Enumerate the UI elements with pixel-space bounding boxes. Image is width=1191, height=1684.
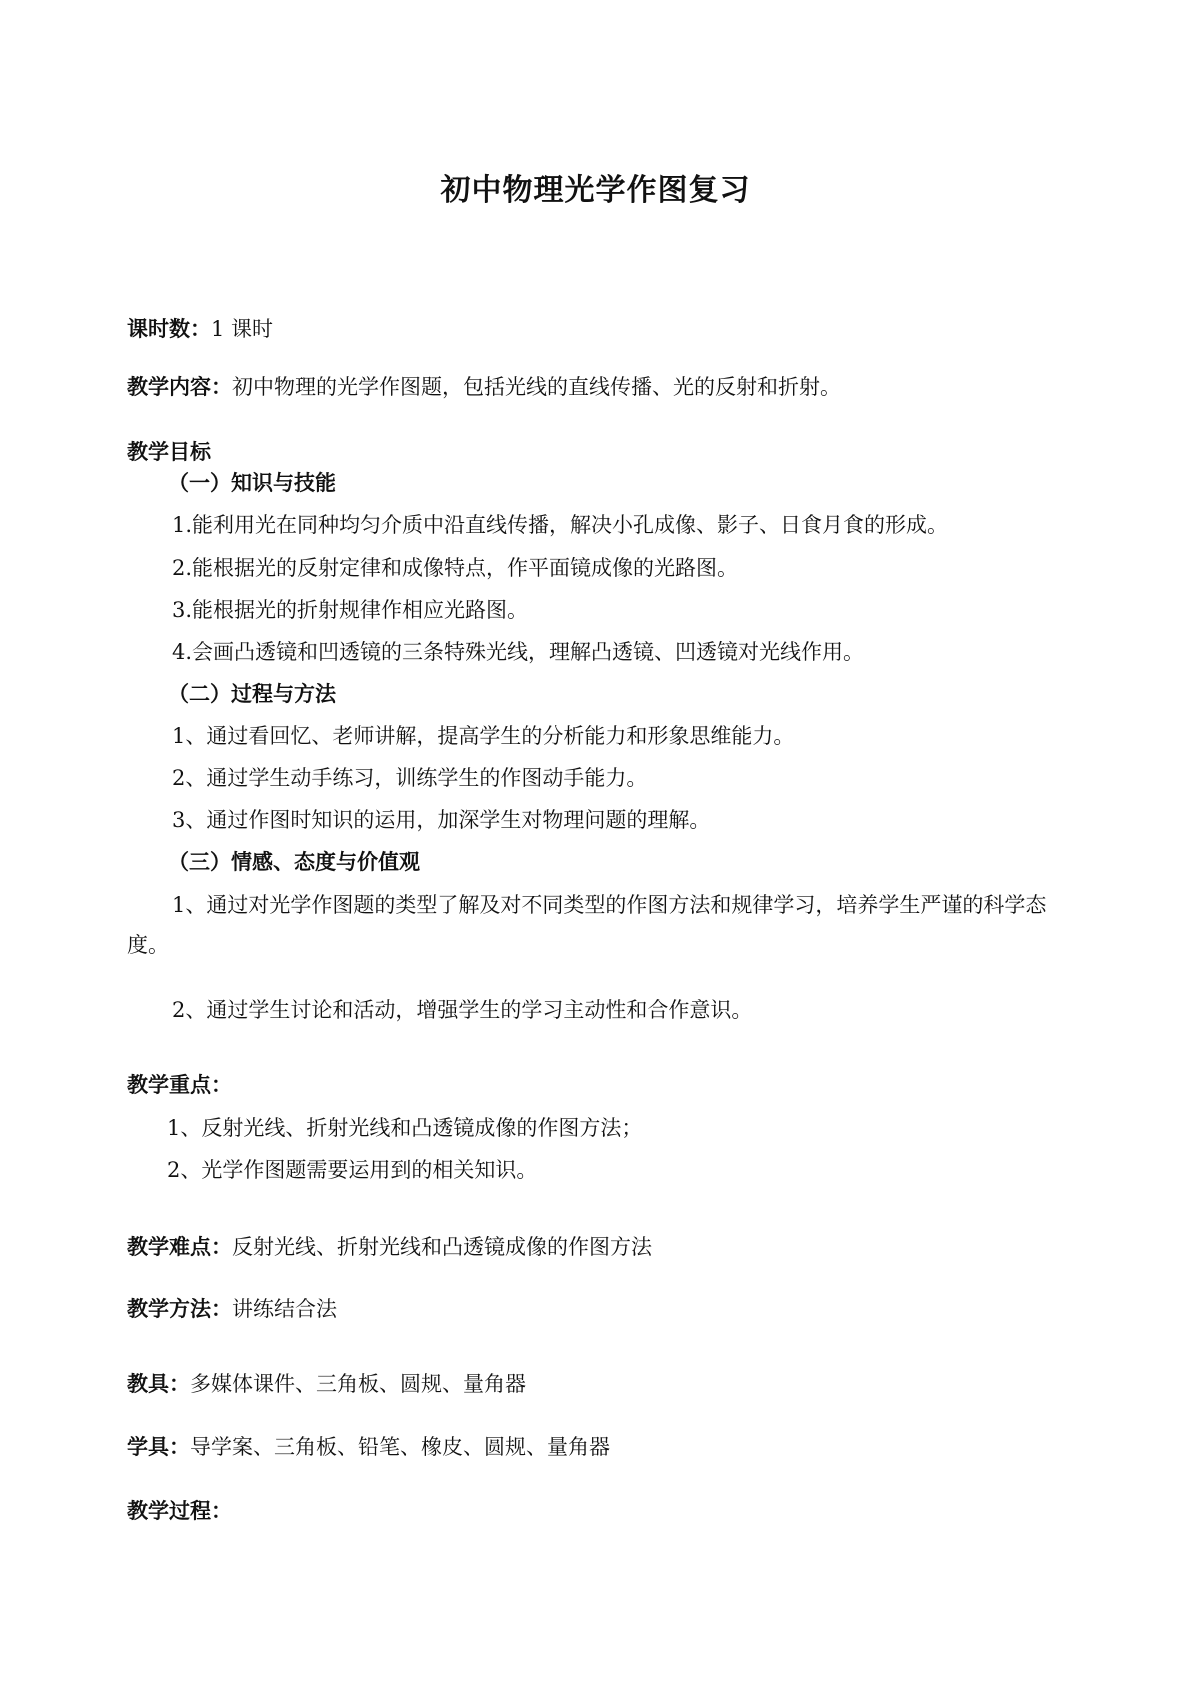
list-item: 1、反射光线、折射光线和凸透镜成像的作图方法； (167, 1116, 643, 1140)
list-item: 4.会画凸透镜和凹透镜的三条特殊光线，理解凸透镜、凹透镜对光线作用。 (172, 640, 865, 664)
difficulty-label: 教学难点： (127, 1234, 232, 1259)
difficulty-row (127, 1232, 652, 1262)
list-item: 3、通过作图时知识的运用，加深学生对物理问题的理解。 (172, 808, 711, 832)
list-item: 1.能利用光在同种均匀介质中沿直线传播，解决小孔成像、影子、日食月食的形成。 (172, 513, 949, 537)
section-process-heading: （二）过程与方法 (168, 681, 336, 706)
learning-aids-label: 学具： (127, 1434, 190, 1459)
list-item: 3.能根据光的折射规律作相应光路图。 (172, 598, 529, 622)
process-label: 教学过程： (127, 1498, 232, 1523)
hours-row (127, 314, 273, 344)
content-row (127, 372, 841, 402)
page-title: 初中物理光学作图复习 (440, 173, 751, 208)
teaching-aids-value: 多媒体课件、三角板、圆规、量角器 (190, 1372, 526, 1396)
section-attitude-heading: （三）情感、态度与价值观 (168, 849, 420, 874)
content-label: 教学内容： (127, 374, 232, 399)
method-row (127, 1294, 337, 1324)
learning-aids-row (127, 1432, 610, 1462)
learning-aids-value: 导学案、三角板、铅笔、橡皮、圆规、量角器 (190, 1435, 610, 1459)
key-points-label: 教学重点： (127, 1072, 232, 1097)
teaching-aids-label: 教具： (127, 1371, 190, 1396)
method-label: 教学方法： (127, 1296, 232, 1321)
method-value: 讲练结合法 (232, 1297, 337, 1321)
teaching-aids-row (127, 1369, 526, 1399)
list-item: 2、通过学生动手练习，训练学生的作图动手能力。 (172, 766, 648, 790)
list-item: 2、光学作图题需要运用到的相关知识。 (167, 1158, 538, 1182)
content-value: 初中物理的光学作图题，包括光线的直线传播、光的反射和折射。 (232, 375, 841, 399)
section-knowledge-heading: （一）知识与技能 (168, 470, 336, 495)
list-item: 2、通过学生讨论和活动，增强学生的学习主动性和合作意识。 (172, 998, 753, 1022)
hours-label: 课时数： (127, 316, 211, 341)
hours-value: 1 课时 (211, 317, 274, 341)
list-item: 2.能根据光的反射定律和成像特点，作平面镜成像的光路图。 (172, 556, 739, 580)
objectives-heading: 教学目标 (127, 439, 211, 464)
list-item: 1、通过对光学作图题的类型了解及对不同类型的作图方法和规律学习，培养学生严谨的科学态度。 (127, 893, 1047, 957)
list-item: 1、通过看回忆、老师讲解，提高学生的分析能力和形象思维能力。 (172, 724, 795, 748)
difficulty-value: 反射光线、折射光线和凸透镜成像的作图方法 (232, 1235, 652, 1259)
